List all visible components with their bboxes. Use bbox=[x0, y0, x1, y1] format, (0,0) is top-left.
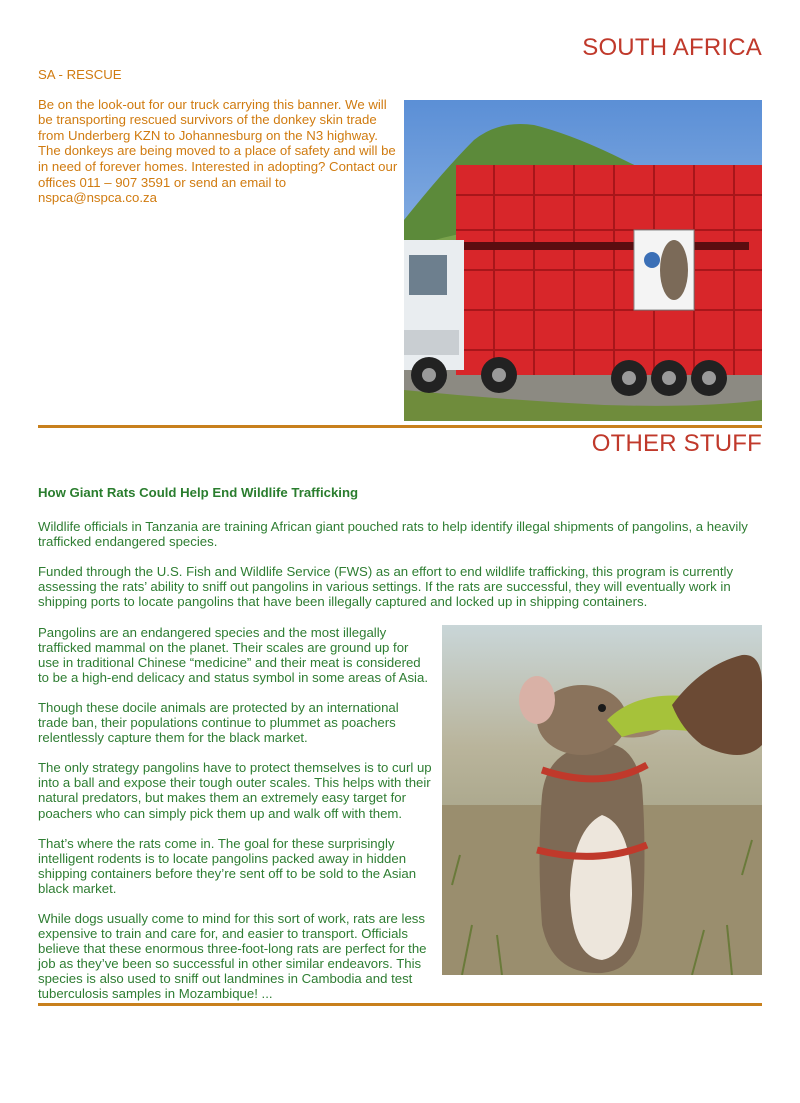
red-livestock-truck-photo-icon bbox=[404, 100, 762, 421]
giant-pouched-rat-photo-icon bbox=[442, 625, 762, 975]
article-paragraph: The only strategy pangolins have to protect themselves is to curl up into a ball and expose their tough outer scales. This helps with their natural predators, but makes them an extremely easy target for poachers who can simply pick them up and walk off with them. bbox=[38, 760, 432, 821]
rats-article bbox=[38, 485, 762, 1017]
south-africa-heading: SOUTH AFRICA bbox=[582, 34, 762, 61]
sa-rescue-body: Be on the look-out for our truck carrying this banner. We will be transporting rescued survivors of the donkey skin trade from Underberg KZN to Johannesburg on the N3 highway. The donkeys are being moved to a place of safety and will be in need of forever homes. Interested in adopting? Contact our offices 011 – 907 3591 or send an email to nspca@nspca.co.za bbox=[38, 96, 398, 206]
sa-rescue-block bbox=[38, 67, 400, 220]
article-paragraph: While dogs usually come to mind for this sort of work, rats are less expensive to train and care for, and easier to transport. Officials believe that these enormous three-foot-long rats are perfect for the job as they’ve been so successful in other similar endeavors. This species is also used to sniff out landmines in Cambodia and test tuberculosis samples in Mozambique! ... bbox=[38, 910, 427, 1002]
section-divider bbox=[38, 425, 762, 428]
article-paragraph: That’s where the rats come in. The goal for these surprisingly intelligent rodents is to locate pangolins packed away in hidden shipping containers before they’re sent off to be sold to the Asian black market. bbox=[38, 835, 417, 896]
article-title: How Giant Rats Could Help End Wildlife Trafficking bbox=[38, 485, 359, 500]
article-paragraph: Funded through the U.S. Fish and Wildlife Service (FWS) as an effort to end wildlife trafficking, this program is currently assessing the rats’ ability to sniff out pangolins in various settings. If the rats are successful, they will eventually work in shipping ports to locate pangolins that have been illegally captured and locked up in shipping containers. bbox=[38, 564, 734, 610]
rat-photo bbox=[442, 625, 762, 975]
article-paragraph: Pangolins are an endangered species and the most illegally trafficked mammal on the planet. Their scales are ground up for use in traditional Chinese “medicine” and their meat is considered to be a high-end delicacy and status symbol in some areas of Asia. bbox=[38, 624, 428, 685]
article-paragraph: Though these docile animals are protected by an international trade ban, their populations continue to plummet as poachers relentlessly capture them for the black market. bbox=[38, 699, 399, 746]
article-paragraph: Wildlife officials in Tanzania are training African giant pouched rats to help identify illegal shipments of pangolins, a heavily trafficked endangered species. bbox=[38, 519, 748, 550]
truck-photo bbox=[404, 100, 762, 421]
sa-rescue-subheading: SA - RESCUE bbox=[38, 67, 122, 82]
section-divider-bottom bbox=[38, 1003, 762, 1006]
other-stuff-heading: OTHER STUFF bbox=[591, 430, 762, 457]
